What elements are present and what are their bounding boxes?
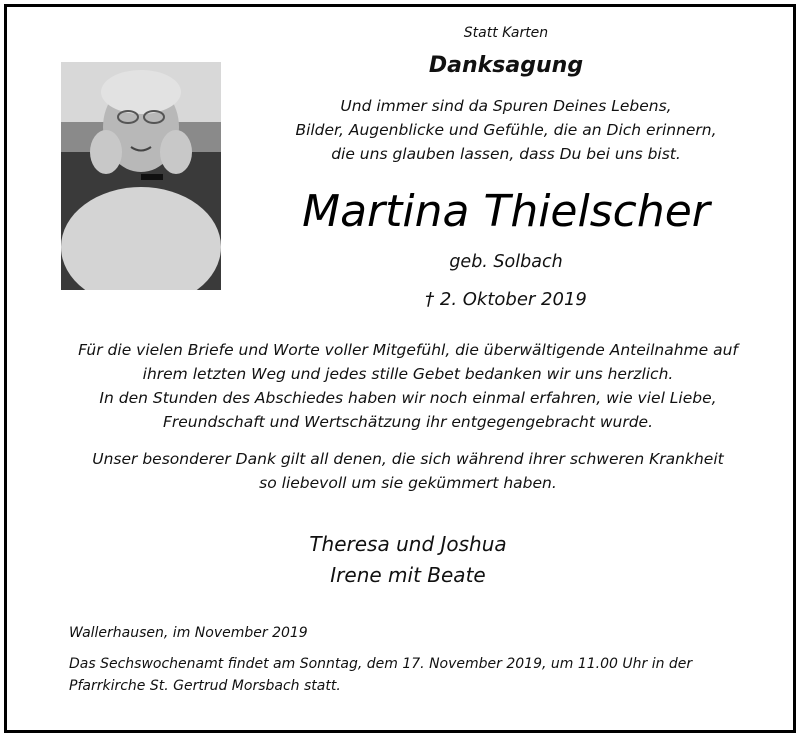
poem-line-3: die uns glauben lassen, dass Du bei uns bist.	[331, 145, 681, 163]
thanks-line-4: Freundschaft und Wertschätzung ihr entgegengebracht wurde.	[162, 413, 653, 431]
place-date: Wallerhausen, im November 2019	[69, 625, 308, 641]
page-title: Danksagung	[428, 53, 584, 78]
thanks-line-3: In den Stunden des Abschiedes haben wir noch einmal erfahren, wie viel Liebe,	[99, 389, 717, 407]
portrait-photo	[61, 62, 221, 290]
family-line-2: Irene mit Beate	[330, 563, 486, 587]
special-thanks-line-1: Unser besonderer Dank gilt all denen, die sich während ihrer schweren Krankheit	[92, 450, 724, 468]
portrait-image	[61, 62, 221, 290]
thanks-line-2: ihrem letzten Weg und jedes stille Gebet bedanken wir uns herzlich.	[142, 365, 674, 383]
deceased-name: Martina Thielscher	[302, 186, 710, 237]
poem-line-2: Bilder, Augenblicke und Gefühle, die an Dich erinnern,	[295, 121, 717, 139]
special-thanks-line-2: so liebevoll um sie gekümmert haben.	[259, 474, 557, 492]
death-date: † 2. Oktober 2019	[425, 289, 587, 310]
poem-line-1: Und immer sind da Spuren Deines Lebens,	[340, 97, 672, 115]
birth-name: geb. Solbach	[449, 252, 563, 272]
service-line-1: Das Sechswochenamt findet am Sonntag, dem 17. November 2019, um 11.00 Uhr in der	[69, 656, 693, 672]
family-line-1: Theresa und Joshua	[309, 532, 507, 556]
thanks-line-1: Für die vielen Briefe und Worte voller Mitgefühl, die überwältigende Anteilnahme auf	[78, 341, 738, 359]
statt-karten-label: Statt Karten	[463, 25, 549, 41]
service-line-2: Pfarrkirche St. Gertrud Morsbach statt.	[69, 678, 341, 694]
